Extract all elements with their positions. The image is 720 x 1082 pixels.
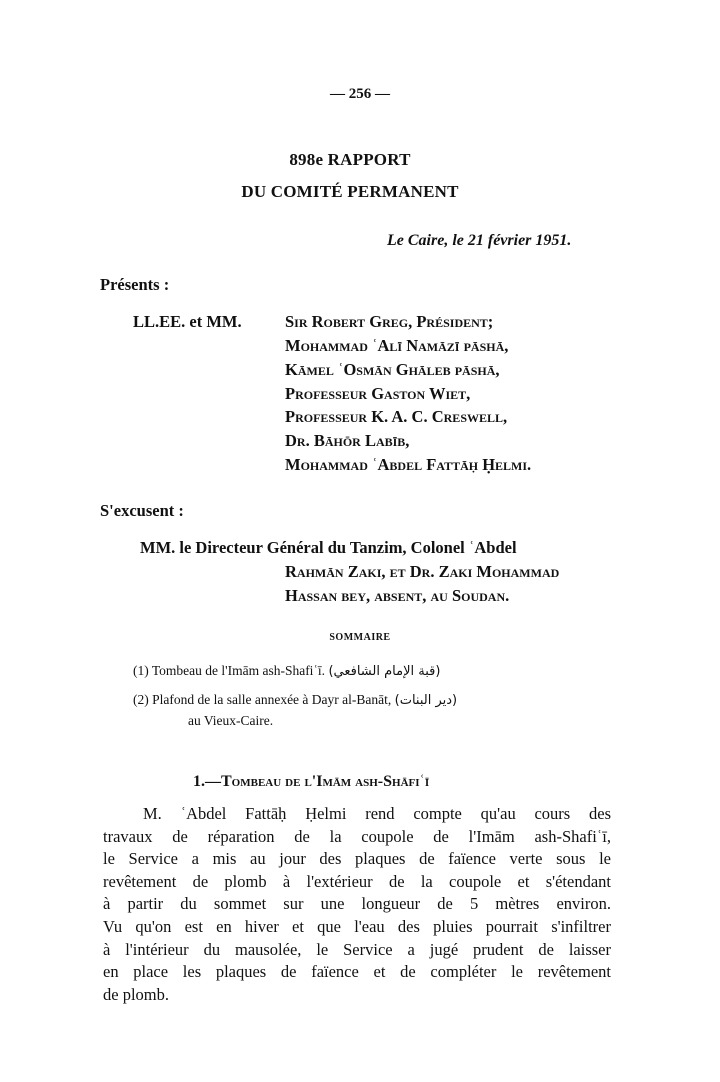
sommaire-item-2-arabic: (دير البنات)	[394, 693, 458, 708]
member-4: Professeur Gaston Wiet,	[285, 384, 471, 403]
paragraph-line: de plomb.	[103, 984, 169, 1004]
sommaire-heading: SOMMAIRE	[329, 632, 391, 643]
report-title-line1: 898e RAPPORT	[289, 150, 411, 169]
member-5: Professeur K. A. C. Creswell,	[285, 407, 508, 426]
member-3: Kāmel ʿOsmān Ghāleb pāshā,	[285, 360, 500, 379]
report-title-line2: DU COMITÉ PERMANENT	[241, 182, 459, 201]
member-7: Mohammad ʿAbdel Fattāḥ Ḥelmi.	[285, 455, 532, 474]
paragraph-line: travaux de réparation de la coupole de l'Imām ash-Shafiʿī,	[103, 826, 611, 846]
excusent-label: S'excusent :	[100, 501, 184, 520]
paragraph-line: à partir du sommet sur une longueur de 5 mètres environ.	[103, 894, 611, 914]
presents-label: Présents :	[100, 275, 170, 294]
paragraph-line: revêtement de plomb à l'extérieur de la coupole et s'étendant	[103, 871, 611, 891]
sommaire-item-1-arabic: (قبة الإمام الشافعي)	[328, 664, 441, 679]
section-title: 1.—Tombeau de l'Imām ash-Shāfiʿī	[193, 773, 430, 790]
excusent-line-3: Hassan bey, absent, au Soudan.	[285, 586, 510, 605]
excusent-line-1: MM. le Directeur Général du Tanzim, Colonel ʿAbdel	[140, 538, 517, 557]
paragraph-line: M. ʿAbdel Fattāḥ Ḥelmi rend compte qu'au cours des	[143, 804, 611, 823]
sommaire-item-2-text: (2) Plafond de la salle annexée à Dayr al-Banāt,	[133, 692, 392, 707]
paragraph-line: le Service a mis au jour des plaques de faïence verte sous le	[103, 849, 611, 869]
sommaire-item-1-text: (1) Tombeau de l'Imām ash-Shafiʿī.	[133, 663, 326, 678]
excusent-line-2: Rahmān Zaki, et Dr. Zaki Mohammad	[285, 562, 560, 581]
sommaire-item-2	[133, 692, 457, 708]
paragraph-line: en place les plaques de faïence et de compléter le revêtement	[103, 962, 611, 982]
body-paragraph	[103, 803, 611, 1006]
sommaire-item-2-cont: au Vieux-Caire.	[188, 713, 274, 728]
dateline: Le Caire, le 21 février 1951.	[387, 232, 572, 249]
member-6: Dr. Bāhōr Labīb,	[285, 431, 410, 450]
paragraph-line: Vu qu'on est en hiver et que l'eau des pluies pourrait s'infiltrer	[103, 916, 611, 936]
sommaire-item-1	[133, 663, 440, 679]
page-number: — 256 —	[330, 86, 390, 102]
member-2: Mohammad ʿAlī Namāzī pāshā,	[285, 336, 509, 355]
paragraph-line: à l'intérieur du mausolée, le Service a jugé prudent de laisser	[103, 939, 611, 959]
member-1: Sir Robert Greg, Président;	[285, 312, 494, 331]
presents-prefix: LL.EE. et MM.	[133, 312, 242, 331]
